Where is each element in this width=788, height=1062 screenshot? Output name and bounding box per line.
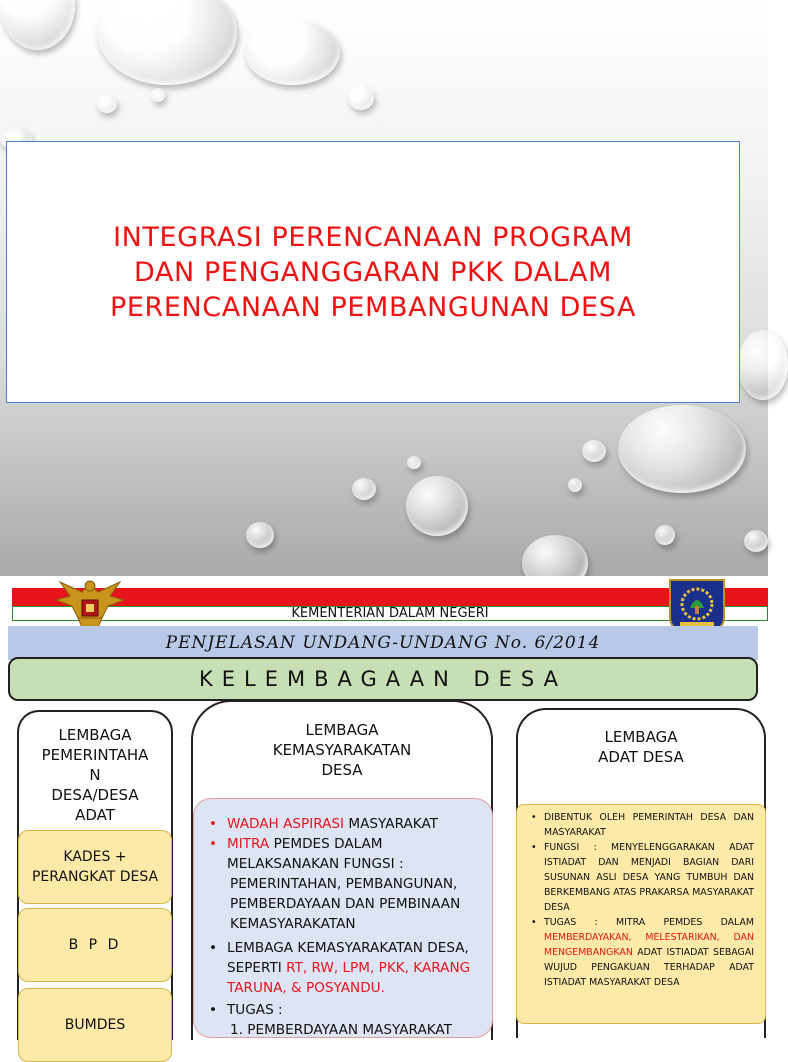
water-drop-decoration: [406, 476, 468, 536]
water-drop-decoration: [655, 525, 675, 545]
water-drop-decoration: [738, 330, 788, 400]
box-bumdes: BUMDES: [18, 988, 172, 1062]
water-drop-decoration: [744, 530, 768, 552]
list-subitem: 1. PEMBERDAYAAN MASYARAKAT: [230, 1022, 452, 1038]
list-item: • WADAH ASPIRASI MASYARAKAT: [205, 814, 485, 834]
column-heading: LEMBAGA ADAT DESA: [598, 728, 684, 766]
water-drop-decoration: [246, 522, 274, 548]
kemasyarakatan-list: [205, 814, 485, 1040]
water-drop-decoration: [97, 0, 237, 85]
water-drop-decoration: [245, 20, 340, 85]
water-drop-decoration: [97, 95, 117, 113]
water-drop-decoration: [348, 86, 374, 110]
water-drop-decoration: [151, 88, 165, 102]
law-heading: PENJELASAN UNDANG-UNDANG No. 6/2014: [8, 626, 758, 660]
water-drop-decoration: [568, 478, 582, 492]
adat-list: [528, 810, 754, 990]
box-kades: KADES + PERANGKAT DESA: [18, 830, 172, 904]
list-subitem: PEMERINTAHAN, PEMBANGUNAN, PEMBERDAYAAN DAN PEMBINAAN KEMASYARAKATAN: [230, 876, 461, 932]
column-heading: LEMBAGA PEMERINTAHA N DESA/DESA ADAT: [41, 726, 149, 824]
list-item: • MITRA PEMDES DALAM MELAKSANAKAN FUNGSI :: [205, 834, 485, 874]
slide-title: INTEGRASI PERENCANAAN PROGRAM DAN PENGANGGARAN PKK DALAM PERENCANAAN PEMBANGUNAN DESA: [109, 221, 637, 323]
water-drop-decoration: [407, 456, 421, 469]
content-slide: [0, 576, 768, 1038]
ministry-bar: KEMENTERIAN DALAM NEGERI: [12, 606, 768, 621]
water-drop-decoration: [0, 0, 75, 50]
list-item: • TUGAS : MITRA PEMDES DALAM MEMBERDAYAKAN, MELESTARIKAN, DAN MENGEMBANGKAN ADAT ISTIADAT SEBAGAI WUJUD PENGAKUAN TERHADAP ADAT ISTIADAT MASYARAKAT DESA: [528, 915, 754, 990]
list-item: • LEMBAGA KEMASYARAKATAN DESA, SEPERTI RT, RW, LPM, PKK, KARANG TARUNA, & POSYANDU.: [205, 938, 485, 998]
list-item: • DIBENTUK OLEH PEMERINTAH DESA DAN MASYARAKAT: [528, 810, 754, 840]
water-drop-decoration: [352, 478, 376, 500]
column-heading: LEMBAGA KEMASYARAKATAN DESA: [272, 721, 412, 779]
box-bpd: B P D: [18, 908, 172, 982]
list-item: • TUGAS :: [205, 1000, 485, 1020]
section-title: KELEMBAGAAN DESA: [8, 657, 758, 701]
list-item: • FUNGSI : MENYELENGGARAKAN ADAT ISTIADAT DAN MENJADI BAGIAN DARI SUSUNAN ASLI DESA YANG TUMBUH DAN BERKEMBANG ATAS PRAKARSA MASYARAKAT DESA: [528, 840, 754, 915]
water-drop-decoration: [582, 440, 606, 462]
water-drop-decoration: [618, 405, 746, 493]
title-box: [6, 141, 740, 403]
